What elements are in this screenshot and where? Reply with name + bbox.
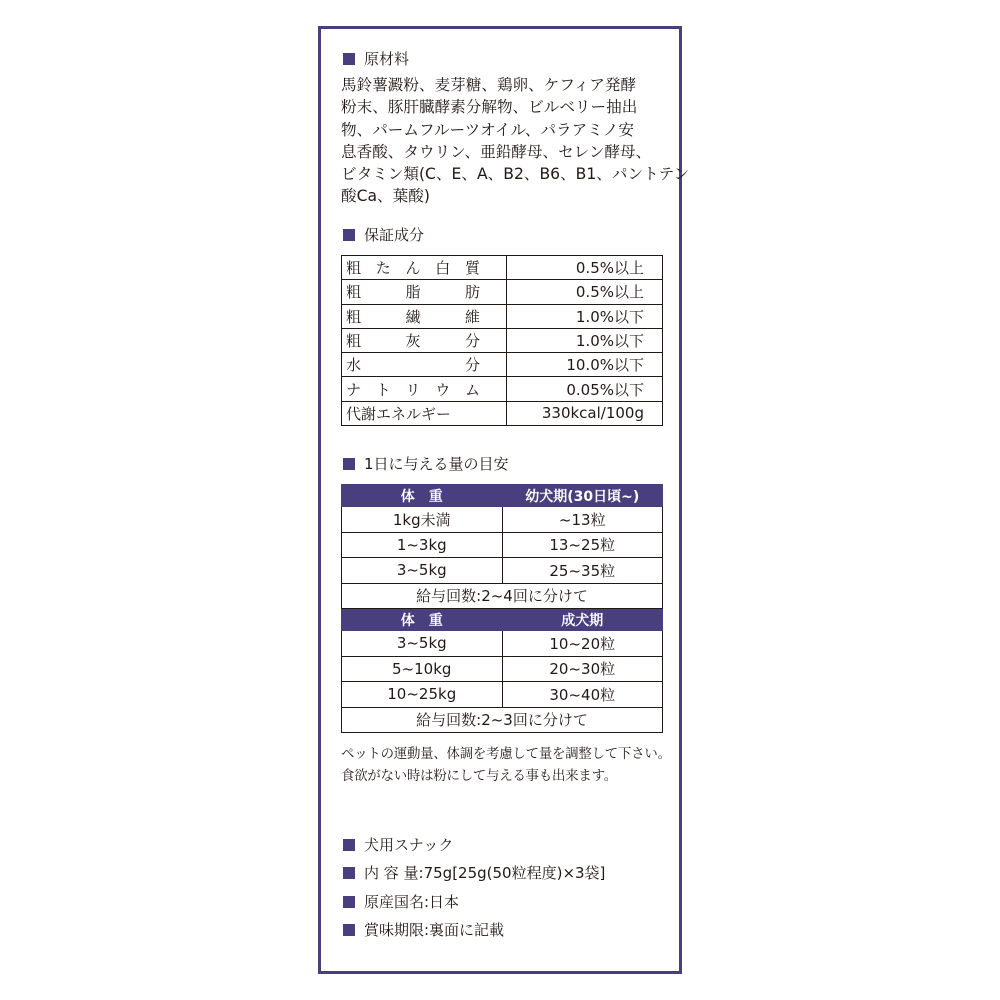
frequency-row bbox=[342, 707, 663, 733]
square-bullet-icon bbox=[343, 53, 355, 65]
feeding-heading-label: 1日に与える量の目安 bbox=[364, 455, 509, 473]
nutrient-label-char: リ bbox=[405, 380, 421, 399]
feeding-header-row bbox=[342, 609, 663, 631]
guaranteed-heading bbox=[343, 226, 424, 244]
frequency-row bbox=[342, 583, 663, 609]
amount-column-header: 幼犬期(30日頃~) bbox=[502, 485, 663, 507]
amount-cell: 30~40粒 bbox=[502, 682, 663, 708]
amount-cell: 25~35粒 bbox=[502, 558, 663, 584]
table-row bbox=[342, 304, 663, 328]
feeding-heading bbox=[343, 455, 509, 473]
product-info-panel bbox=[318, 26, 690, 974]
nutrient-value: 10.0%以下 bbox=[507, 353, 663, 377]
table-row bbox=[342, 401, 663, 425]
amount-cell: 13~25粒 bbox=[502, 532, 663, 558]
nutrient-label-cell bbox=[342, 377, 507, 401]
nutrient-value: 0.05%以下 bbox=[507, 377, 663, 401]
guaranteed-analysis-table bbox=[341, 255, 663, 426]
square-bullet-icon bbox=[343, 924, 355, 936]
product-type-line bbox=[343, 836, 453, 854]
amount-column-header: 成犬期 bbox=[502, 609, 663, 631]
nutrient-label-char: ト bbox=[375, 380, 391, 399]
nutrient-label-char: ウ bbox=[435, 380, 451, 399]
nutrient-label-cell bbox=[342, 353, 507, 377]
square-bullet-icon bbox=[343, 896, 355, 908]
origin-line bbox=[343, 893, 459, 911]
table-row bbox=[342, 631, 663, 657]
nutrient-label-char: ん bbox=[405, 259, 421, 278]
table-row bbox=[342, 353, 663, 377]
nutrient-value: 1.0%以下 bbox=[507, 328, 663, 352]
nutrient-label-char: 分 bbox=[464, 356, 480, 375]
ingredients-heading bbox=[343, 50, 409, 68]
nutrient-label-char: 白 bbox=[435, 259, 451, 278]
weight-cell: 5~10kg bbox=[342, 656, 503, 682]
table-row bbox=[342, 280, 663, 304]
ingredients-line: 粉末、豚肝臓酵素分解物、ビルベリー抽出 bbox=[341, 98, 638, 117]
feeding-header-row bbox=[342, 485, 663, 507]
nutrient-label-char: 灰 bbox=[405, 332, 421, 351]
amount-cell: 10~20粒 bbox=[502, 631, 663, 657]
feeding-note: 食欲がない時は粉にして与える事も出来ます。 bbox=[341, 769, 617, 784]
nutrient-label bbox=[346, 281, 506, 302]
amount-cell: ~13粒 bbox=[502, 507, 663, 533]
square-bullet-icon bbox=[343, 458, 355, 470]
nutrient-label bbox=[346, 354, 506, 375]
feeding-guide-table bbox=[341, 484, 663, 733]
feeding-notes bbox=[341, 744, 671, 788]
table-row bbox=[342, 256, 663, 280]
nutrient-value: 0.5%以上 bbox=[507, 256, 663, 280]
nutrient-value: 1.0%以下 bbox=[507, 304, 663, 328]
weight-column-header: 体 重 bbox=[342, 485, 503, 507]
nutrient-label-cell bbox=[342, 304, 507, 328]
ingredients-line: ビタミン類(C、E、A、B2、B6、B1、パントテン bbox=[341, 165, 690, 184]
table-row bbox=[342, 328, 663, 352]
nutrient-label-char: 粗 bbox=[346, 259, 362, 278]
nutrient-label-cell bbox=[342, 401, 507, 425]
nutrient-label-char: 粗 bbox=[346, 332, 362, 351]
ingredients-line: 馬鈴薯澱粉、麦芽糖、鶏卵、ケフィア発酵 bbox=[341, 76, 637, 94]
feeding-note: ペットの運動量、体調を考慮して量を調整して下さい。 bbox=[341, 747, 671, 762]
ingredients-line: 息香酸、タウリン、亜鉛酵母、セレン酵母、 bbox=[341, 142, 652, 161]
feeding-frequency: 給与回数:2~4回に分けて bbox=[342, 583, 663, 609]
table-row bbox=[342, 682, 663, 708]
contents-line bbox=[343, 864, 605, 882]
square-bullet-icon bbox=[343, 867, 355, 879]
nutrient-label bbox=[346, 257, 506, 278]
nutrient-label-cell bbox=[342, 256, 507, 280]
weight-cell: 3~5kg bbox=[342, 631, 503, 657]
nutrient-value: 0.5%以上 bbox=[507, 280, 663, 304]
expiry-label: 賞味期限:裏面に記載 bbox=[364, 921, 505, 939]
nutrient-label bbox=[346, 379, 506, 400]
weight-cell: 3~5kg bbox=[342, 558, 503, 584]
table-row bbox=[342, 507, 663, 533]
ingredients-heading-label: 原材料 bbox=[364, 50, 410, 68]
nutrient-label-char: 分 bbox=[464, 332, 480, 351]
nutrient-value: 330kcal/100g bbox=[507, 401, 663, 425]
table-row bbox=[342, 558, 663, 584]
table-row bbox=[342, 377, 663, 401]
nutrient-label-cell bbox=[342, 280, 507, 304]
nutrient-label-cell bbox=[342, 328, 507, 352]
weight-column-header: 体 重 bbox=[342, 609, 503, 631]
nutrient-label bbox=[346, 306, 506, 327]
square-bullet-icon bbox=[343, 839, 355, 851]
nutrient-label-char: ナ bbox=[346, 380, 362, 399]
nutrient-label bbox=[346, 403, 506, 424]
table-row bbox=[342, 656, 663, 682]
nutrient-label-char: 水 bbox=[346, 356, 362, 375]
product-type-label: 犬用スナック bbox=[364, 836, 454, 854]
weight-cell: 10~25kg bbox=[342, 682, 503, 708]
nutrient-label-char: 粗 bbox=[346, 283, 362, 302]
nutrient-label-char: 代謝エネルギー bbox=[346, 404, 452, 423]
weight-cell: 1kg未満 bbox=[342, 507, 503, 533]
ingredients-line: 酸Ca、葉酸) bbox=[341, 187, 430, 206]
nutrient-label-char: た bbox=[375, 259, 391, 278]
ingredients-line: 物、パームフルーツオイル、パラアミノ安 bbox=[341, 120, 635, 139]
feeding-frequency: 給与回数:2~3回に分けて bbox=[342, 707, 663, 733]
nutrient-label bbox=[346, 330, 506, 351]
nutrient-label-char: ム bbox=[464, 380, 480, 399]
weight-cell: 1~3kg bbox=[342, 532, 503, 558]
nutrient-label-char: 粗 bbox=[346, 307, 362, 326]
origin-label: 原産国名:日本 bbox=[364, 893, 460, 911]
nutrient-label-char: 繊 bbox=[405, 307, 421, 326]
guaranteed-heading-label: 保証成分 bbox=[364, 226, 425, 244]
contents-label: 内 容 量:75g[25g(50粒程度)×3袋] bbox=[364, 864, 606, 882]
square-bullet-icon bbox=[343, 229, 355, 241]
nutrient-label-char: 質 bbox=[464, 259, 480, 278]
table-row bbox=[342, 532, 663, 558]
amount-cell: 20~30粒 bbox=[502, 656, 663, 682]
nutrient-label-char: 脂 bbox=[405, 283, 421, 302]
ingredients-list bbox=[341, 74, 690, 208]
nutrient-label-char: 維 bbox=[464, 307, 480, 326]
expiry-line bbox=[343, 921, 504, 939]
nutrient-label-char: 肪 bbox=[464, 283, 480, 302]
